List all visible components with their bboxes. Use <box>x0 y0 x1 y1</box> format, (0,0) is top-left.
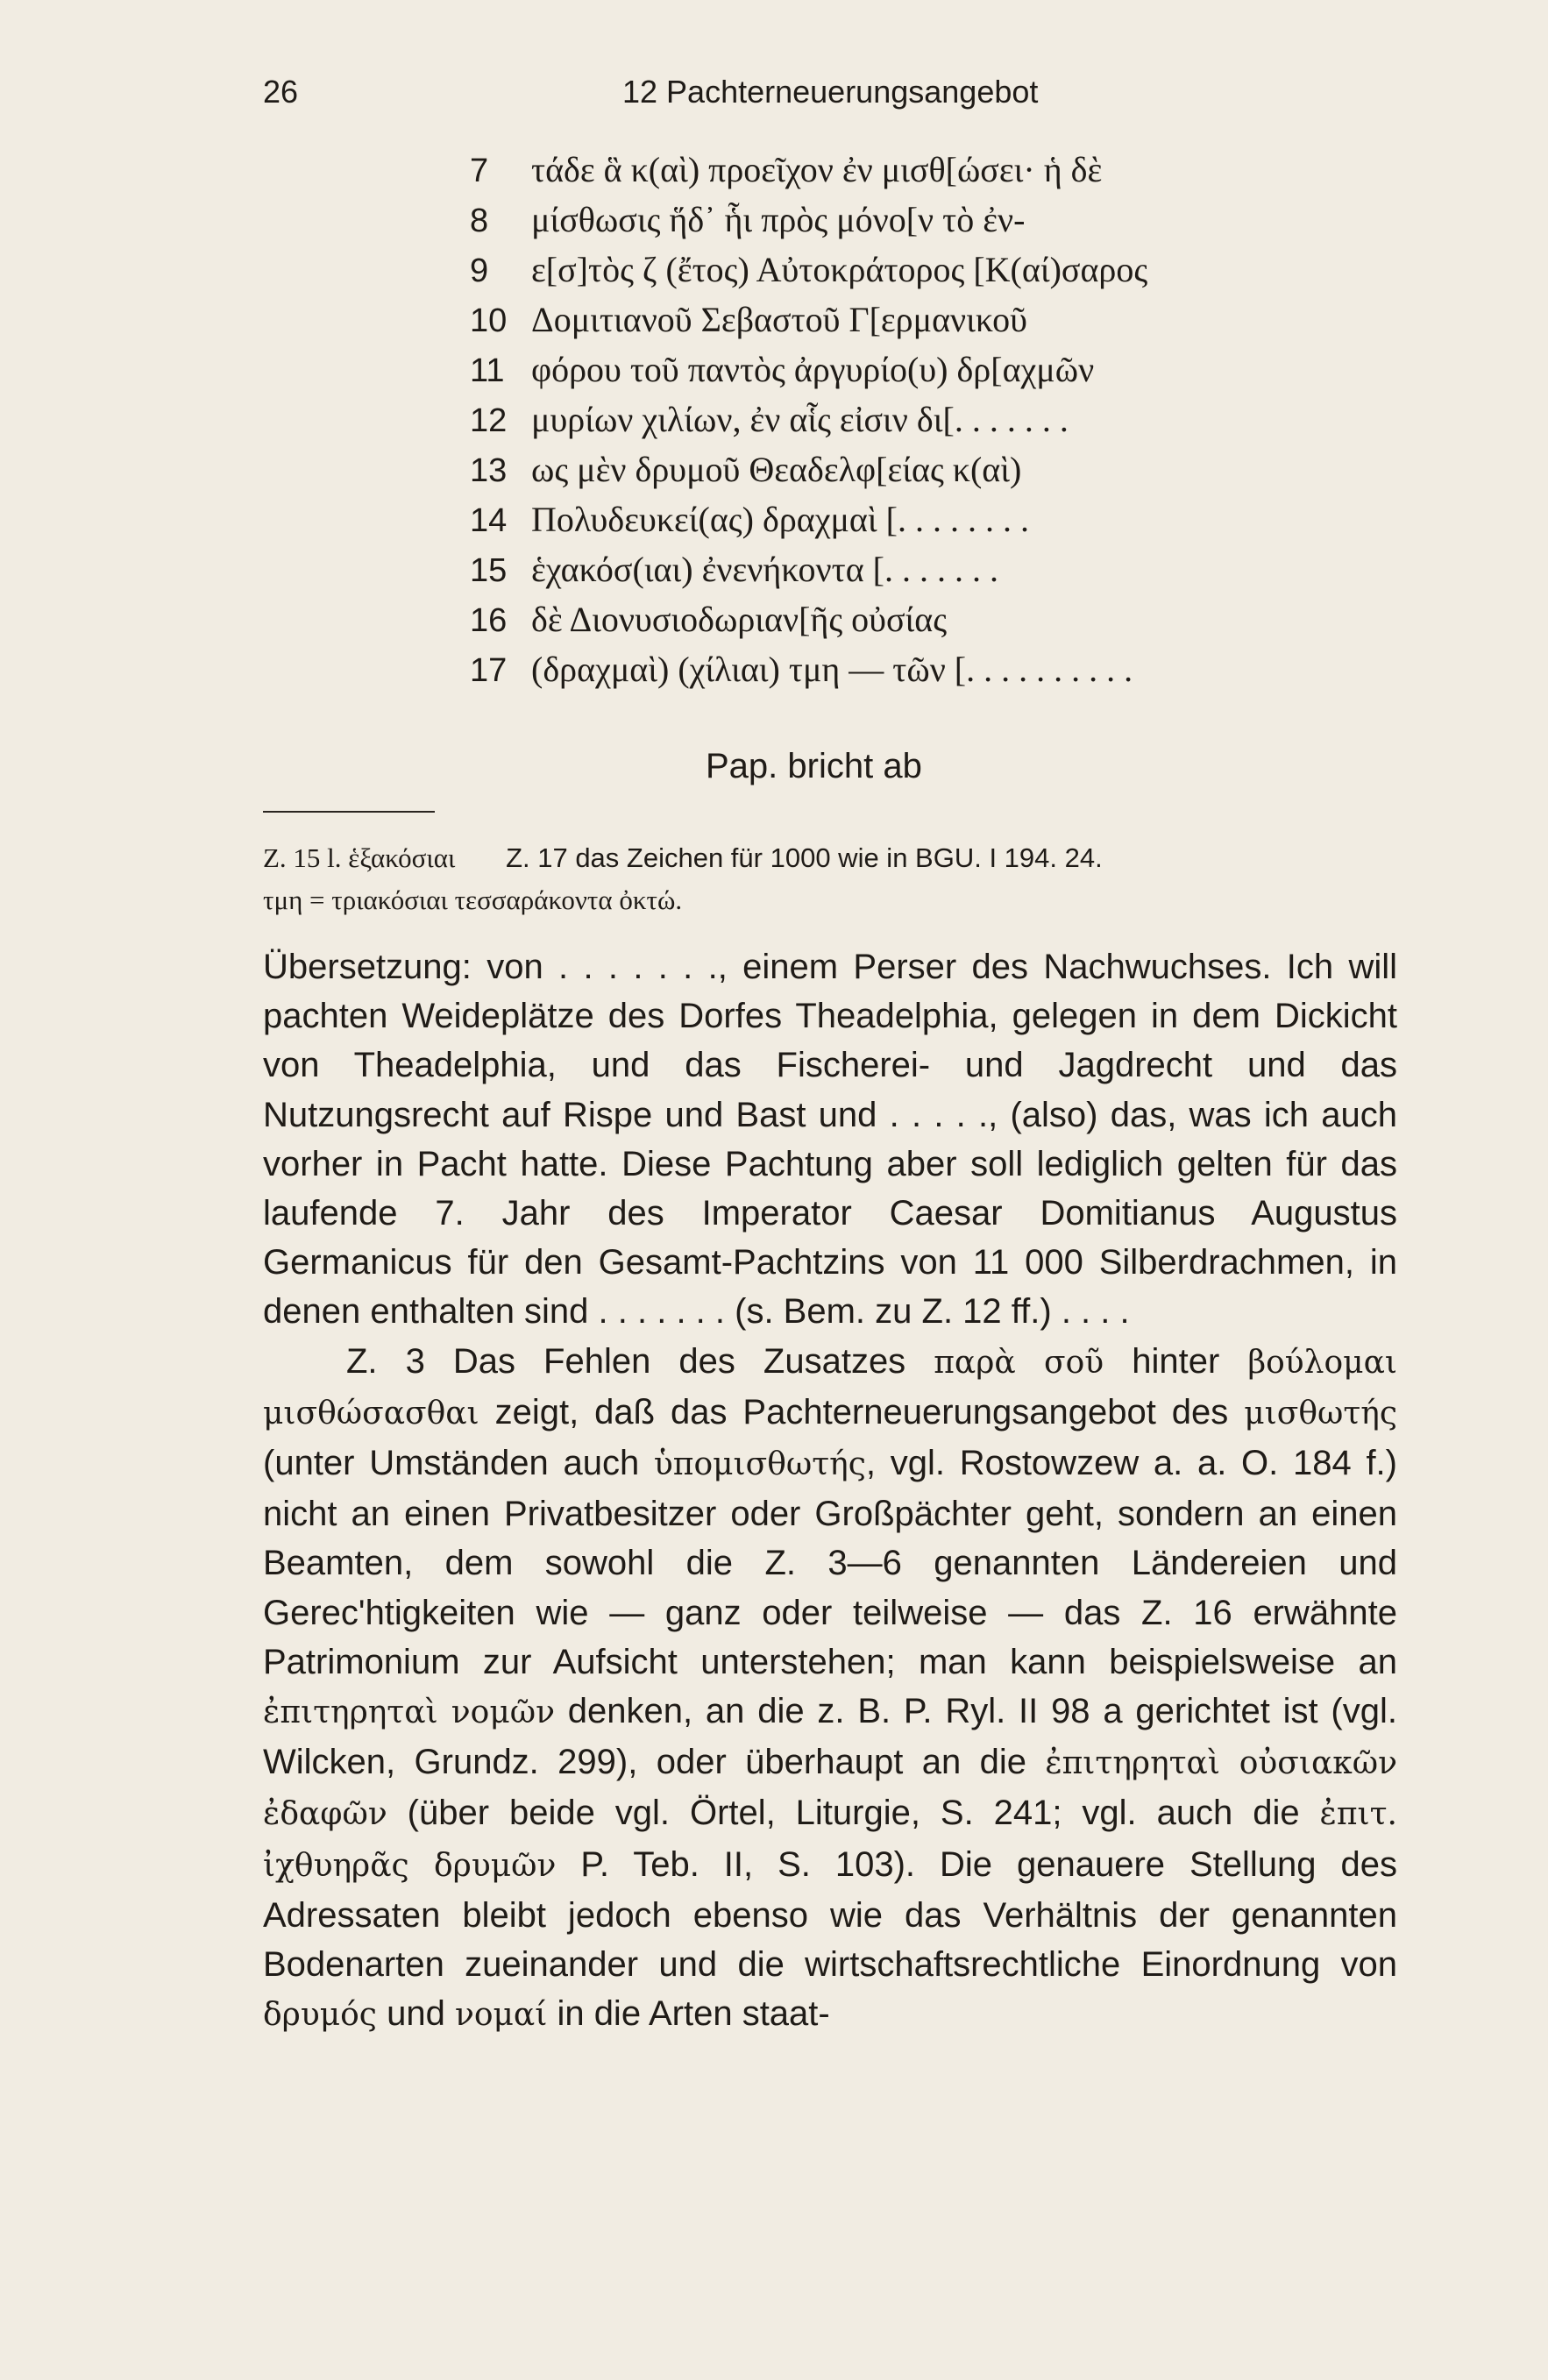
papyrus-line <box>470 549 1346 599</box>
line-number: 17 <box>470 652 508 689</box>
line-text: δὲ Διονυσιοδωριαν[ῆς οὐσίας <box>531 600 948 639</box>
papyrus-line <box>470 349 1346 399</box>
papyrus-line <box>470 249 1346 299</box>
greek-term: μισθωτής <box>1244 1395 1397 1432</box>
commentary-text: und <box>376 1994 455 2034</box>
line-text: Δομιτιανοῦ Σεβαστοῦ Γ[ερμανικοῦ <box>531 300 1027 339</box>
greek-term: βούλομαι μισθώσασθαι <box>263 1344 1397 1432</box>
greek-term: παρὰ σοῦ <box>934 1344 1104 1381</box>
note-tmh: τμη = τριακόσιαι τεσσαράκοντα ὀκτώ. <box>263 885 683 915</box>
papyrus-line <box>470 149 1346 199</box>
commentary-text: denken, an die z. B. P. Ryl. II 98 a gerichtet ist (vgl. Wilcken, Grundz. 299), oder überhaupt an die <box>263 1692 1397 1782</box>
line-number: 14 <box>470 502 508 539</box>
note-z17: Z. 17 das Zeichen für 1000 wie in BGU. I 194. 24. <box>506 842 1103 873</box>
apparatus-line <box>263 837 1402 879</box>
commentary-text: in die Arten staat- <box>547 1994 830 2034</box>
line-text: ε[σ]τὸς ζ (ἔτος) Αὐτοκράτορος [Κ(αί)σαρος <box>531 250 1148 289</box>
commentary-text: (unter Umständen auch <box>263 1444 654 1483</box>
line-number: 15 <box>470 552 508 589</box>
footnote-divider <box>263 811 435 813</box>
line-text: ως μὲν δρυμοῦ Θεαδελφ[είας κ(αὶ) <box>531 450 1022 489</box>
commentary-text: hinter <box>1104 1341 1248 1381</box>
line-text: φόρου τοῦ παντὸς ἀργυρίο(υ) δρ[αχμῶν <box>531 350 1095 389</box>
papyrus-line <box>470 399 1346 449</box>
line-text: (δραχμαὶ) (χίλιαι) τμη — τῶν [. . . . . . . . . . <box>531 650 1133 689</box>
greek-term: ἐπιτηρηταὶ νομῶν <box>263 1694 555 1731</box>
line-number: 12 <box>470 402 508 439</box>
translation-paragraph: Übersetzung: von . . . . . . ., einem Perser des Nachwuchses. Ich will pachten Weideplätze des Dorfes Theadelphia, gelegen in dem Dickicht von Theadelphia, und das Fischerei- und Jagdrecht und das Nutzungsrecht auf Rispe und Bast und . . . . ., (also) das, was ich auch vorher in Pacht hatte. Diese Pachtung aber soll lediglich gelten für das laufende 7. Jahr des Imperator Caesar Domitianus Augustus Germanicus für den Gesamt-Pachtzins von 11 000 Silberdrachmen, in denen enthalten sind . . . . . . . (s. Bem. zu Z. 12 ff.) . . . . <box>263 948 1397 1332</box>
line-number: 11 <box>470 352 505 389</box>
papyrus-text <box>470 149 1346 699</box>
papyrus-line <box>470 599 1346 649</box>
commentary-body <box>263 942 1397 2040</box>
commentary-text: P. Teb. II, S. 103). Die genauere Stellung des Adressaten bleibt jedoch ebenso wie das Verhältnis der genannten Bodenarten zueinander und die wirtschaftsrechtliche Einordnung von <box>263 1844 1398 1985</box>
papyrus-line <box>470 299 1346 349</box>
line-number: 10 <box>470 302 508 339</box>
papyrus-line <box>470 449 1346 499</box>
papyrus-line <box>470 499 1346 549</box>
commentary-text: (über beide vgl. Örtel, Liturgie, S. 241; vgl. auch die <box>387 1794 1320 1833</box>
line-number: 16 <box>470 602 508 639</box>
apparatus-notes <box>263 837 1402 921</box>
line-number: 9 <box>470 252 489 289</box>
note-z15: Z. 15 l. ἑξακόσιαι <box>263 842 456 873</box>
line-number: 7 <box>470 153 489 189</box>
line-text: μίσθωσις ἥδ᾽ ἧι πρὸς μόνο[ν τὸ ἐν- <box>531 200 1026 239</box>
greek-term: ἐπιτ. ἰχθυηρᾶς δρυμῶν <box>263 1796 1397 1884</box>
commentary-text: Z. 3 Das Fehlen des Zusatzes <box>346 1341 934 1381</box>
commentary-text: , vgl. Rostowzew a. a. O. 184 f.) nicht an einen Privatbesitzer oder Großpächter geht, sondern an einen Beamten, dem sowohl die Z. 3—6 genannten Ländereien und Gerec'htigkeiten wie — ganz oder teilweise — das Z. 16 erwähnte Patrimonium zur Aufsicht unterstehen; man kann beispielsweise an <box>263 1444 1397 1681</box>
line-number: 13 <box>470 452 508 489</box>
line-number: 8 <box>470 202 489 239</box>
papyrus-line <box>470 649 1346 699</box>
page-number: 26 <box>263 74 299 110</box>
greek-term: δρυμός <box>263 1997 377 2034</box>
running-title: 12 Pachterneuerungsangebot <box>622 74 1039 110</box>
line-text: ἑχακόσ(ιαι) ἐνενήκοντα [. . . . . . . <box>531 550 998 589</box>
line-text: μυρίων χιλίων, ἐν αἷς εἰσιν δι[. . . . . . . <box>531 400 1069 439</box>
commentary-text: zeigt, daß das Pachterneuerungsangebot des <box>479 1392 1245 1432</box>
greek-term: ὑπομισθωτής <box>653 1446 866 1483</box>
greek-term: νομαί <box>454 1997 548 2034</box>
greek-term: ἐπιτηρηταὶ οὐσιακῶν ἐδαφῶν <box>263 1745 1397 1833</box>
commentary-paragraph <box>263 1337 1397 2041</box>
papyrus-line <box>470 199 1346 249</box>
papyrus-end-note: Pap. bricht ab <box>706 747 922 785</box>
line-text: Πολυδευκεί(ας) δραχμαὶ [. . . . . . . . <box>531 500 1029 539</box>
line-text: τάδε ἃ κ(αὶ) προεῖχον ἐν μισθ[ώσει· ἡ δὲ <box>531 150 1103 189</box>
